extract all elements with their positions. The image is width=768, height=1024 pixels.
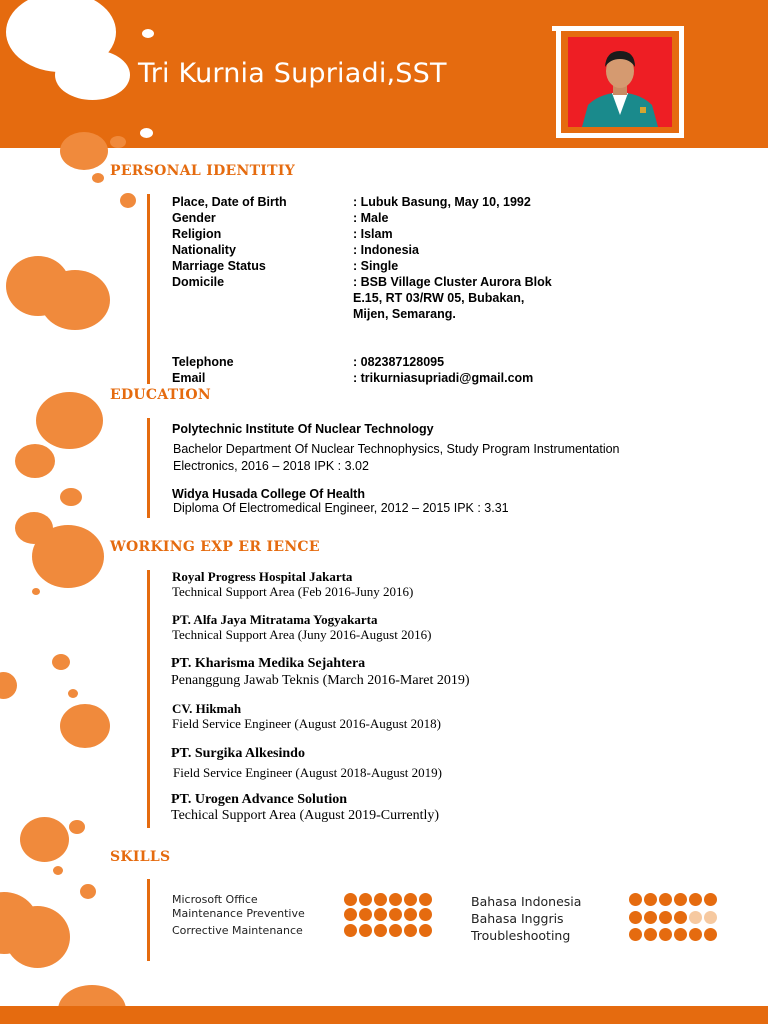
info-value: : trikurniasupriadi@gmail.com <box>353 371 534 385</box>
section-title-work: WORKING EXP ER IENCE <box>110 539 320 555</box>
rating-dot-filled <box>344 893 357 906</box>
job-item <box>171 792 439 824</box>
info-label: Marriage Status <box>172 259 266 273</box>
info-value: : Male <box>353 211 389 225</box>
job-item <box>172 569 413 599</box>
section-divider-line <box>147 879 150 961</box>
job-company: Royal Progress Hospital Jakarta <box>172 569 353 584</box>
job-role: Technical Support Area (Feb 2016-Juny 2016) <box>172 584 414 599</box>
rating-dot-filled <box>419 924 432 937</box>
bubble-decoration <box>60 132 108 170</box>
rating-dot-filled <box>389 908 402 921</box>
job-role: Penanggung Jawab Teknis (March 2016-Maret 2019) <box>171 673 470 688</box>
skill-rating <box>344 908 434 921</box>
job-company: PT. Kharisma Medika Sejahtera <box>171 656 366 671</box>
rating-dot-empty <box>704 911 717 924</box>
rating-dot-filled <box>659 928 672 941</box>
rating-dot-filled <box>404 893 417 906</box>
job-role: Techical Support Area (August 2019-Currently) <box>171 808 440 823</box>
info-value: : 082387128095 <box>353 355 445 369</box>
skill-name: Corrective Maintenance <box>172 924 303 937</box>
bubble-decoration <box>15 444 55 478</box>
skill-name: Microsoft Office <box>172 893 258 906</box>
footer-bar <box>0 1006 768 1024</box>
rating-dot-filled <box>644 893 657 906</box>
rating-dot-filled <box>359 893 372 906</box>
bubble-decoration <box>80 884 96 899</box>
bubble-decoration <box>92 173 104 183</box>
rating-dot-filled <box>704 893 717 906</box>
bubble-decoration <box>0 672 17 699</box>
rating-dot-filled <box>629 928 642 941</box>
section-title-personal: PERSONAL IDENTITIY <box>110 163 296 179</box>
rating-dot-filled <box>359 924 372 937</box>
info-label: Nationality <box>172 243 236 257</box>
rating-dot-filled <box>674 893 687 906</box>
education-institution: Polytechnic Institute Of Nuclear Technology <box>172 422 434 436</box>
bubble-decoration <box>32 525 104 588</box>
education-detail: Diploma Of Electromedical Engineer, 2012 – 2015 IPK : 3.31 <box>173 501 509 515</box>
job-company: PT. Surgika Alkesindo <box>171 746 305 761</box>
rating-dot-filled <box>659 893 672 906</box>
job-role: Field Service Engineer (August 2016-August 2018) <box>172 716 441 731</box>
rating-dot-filled <box>344 908 357 921</box>
bubble-decoration <box>142 29 154 38</box>
bubble-decoration <box>140 128 153 138</box>
rating-dot-filled <box>704 928 717 941</box>
rating-dot-filled <box>689 928 702 941</box>
job-item <box>171 744 442 782</box>
bubble-decoration <box>120 193 136 208</box>
rating-dot-filled <box>374 893 387 906</box>
section-divider-line <box>147 418 150 518</box>
candidate-name: Tri Kurnia Supriadi,SST <box>138 58 447 89</box>
skill-name: Bahasa Inggris <box>471 911 564 926</box>
rating-dot-filled <box>644 928 657 941</box>
job-item <box>171 655 470 689</box>
skill-rating <box>629 911 719 924</box>
skill-name: Bahasa Indonesia <box>471 894 582 909</box>
skill-name: Maintenance Preventive <box>172 907 305 920</box>
skill-rating <box>629 928 719 941</box>
section-divider-line <box>147 194 150 384</box>
profile-photo <box>568 37 672 127</box>
section-divider-line <box>147 570 150 828</box>
job-company: PT. Urogen Advance Solution <box>171 792 348 807</box>
info-value: : Indonesia <box>353 243 419 257</box>
rating-dot-filled <box>644 911 657 924</box>
info-value: : Lubuk Basung, May 10, 1992 <box>353 195 531 209</box>
info-label: Domicile <box>172 275 225 289</box>
rating-dot-filled <box>689 893 702 906</box>
skill-rating <box>344 893 434 906</box>
job-role: Technical Support Area (Juny 2016-August 2016) <box>172 627 432 642</box>
education-institution: Widya Husada College Of Health <box>172 487 365 501</box>
profile-photo-frame <box>556 26 684 138</box>
rating-dot-filled <box>374 924 387 937</box>
bubble-decoration <box>53 866 63 875</box>
bubble-decoration <box>69 820 85 834</box>
info-value: : BSB Village Cluster Aurora Blok E.15, RT 03/RW 05, Bubakan, Mijen, Semarang. <box>353 275 552 321</box>
rating-dot-filled <box>344 924 357 937</box>
bubble-decoration <box>110 136 126 148</box>
skills-list-left <box>172 893 305 938</box>
rating-dot-empty <box>689 911 702 924</box>
bubble-decoration <box>20 817 69 862</box>
job-company: PT. Alfa Jaya Mitratama Yogyakarta <box>172 612 378 627</box>
bubble-decoration <box>60 488 82 506</box>
info-label: Email <box>172 371 206 385</box>
skill-rating <box>344 924 434 937</box>
bubble-decoration <box>68 689 78 698</box>
rating-dot-filled <box>419 908 432 921</box>
skill-rating <box>629 893 719 906</box>
rating-dot-filled <box>629 911 642 924</box>
bubble-decoration <box>60 704 110 748</box>
info-label: Religion <box>172 227 222 241</box>
rating-dot-filled <box>419 893 432 906</box>
education-detail: Bachelor Department Of Nuclear Technophysics, Study Program Instrumentation Electronics, 2016 – 2018 IPK : 3.02 <box>173 442 620 473</box>
bubble-decoration <box>55 50 130 100</box>
bubble-decoration <box>5 906 70 968</box>
info-value: : Islam <box>353 227 393 241</box>
section-title-skills: SKILLS <box>110 849 171 865</box>
rating-dot-filled <box>359 908 372 921</box>
skills-list-right <box>471 893 581 944</box>
section-title-education: EDUCATION <box>110 387 211 403</box>
education-item <box>172 487 682 515</box>
bubble-decoration <box>40 270 110 330</box>
job-item <box>172 701 441 731</box>
job-role: Field Service Engineer (August 2018-August 2019) <box>173 765 442 780</box>
rating-dot-filled <box>629 893 642 906</box>
rating-dot-filled <box>404 908 417 921</box>
bubble-decoration <box>32 588 40 595</box>
job-item <box>172 612 431 642</box>
rating-dot-filled <box>674 928 687 941</box>
bubble-decoration <box>36 392 103 449</box>
info-label: Place, Date of Birth <box>172 195 287 209</box>
bubble-decoration <box>52 654 70 670</box>
rating-dot-filled <box>659 911 672 924</box>
rating-dot-filled <box>674 911 687 924</box>
skill-name: Troubleshooting <box>471 928 571 943</box>
rating-dot-filled <box>374 908 387 921</box>
education-item <box>172 421 682 475</box>
job-company: CV. Hikmah <box>172 701 242 716</box>
rating-dot-filled <box>389 893 402 906</box>
info-value: : Single <box>353 259 399 273</box>
info-label: Telephone <box>172 355 234 369</box>
rating-dot-filled <box>389 924 402 937</box>
rating-dot-filled <box>404 924 417 937</box>
info-label: Gender <box>172 211 216 225</box>
